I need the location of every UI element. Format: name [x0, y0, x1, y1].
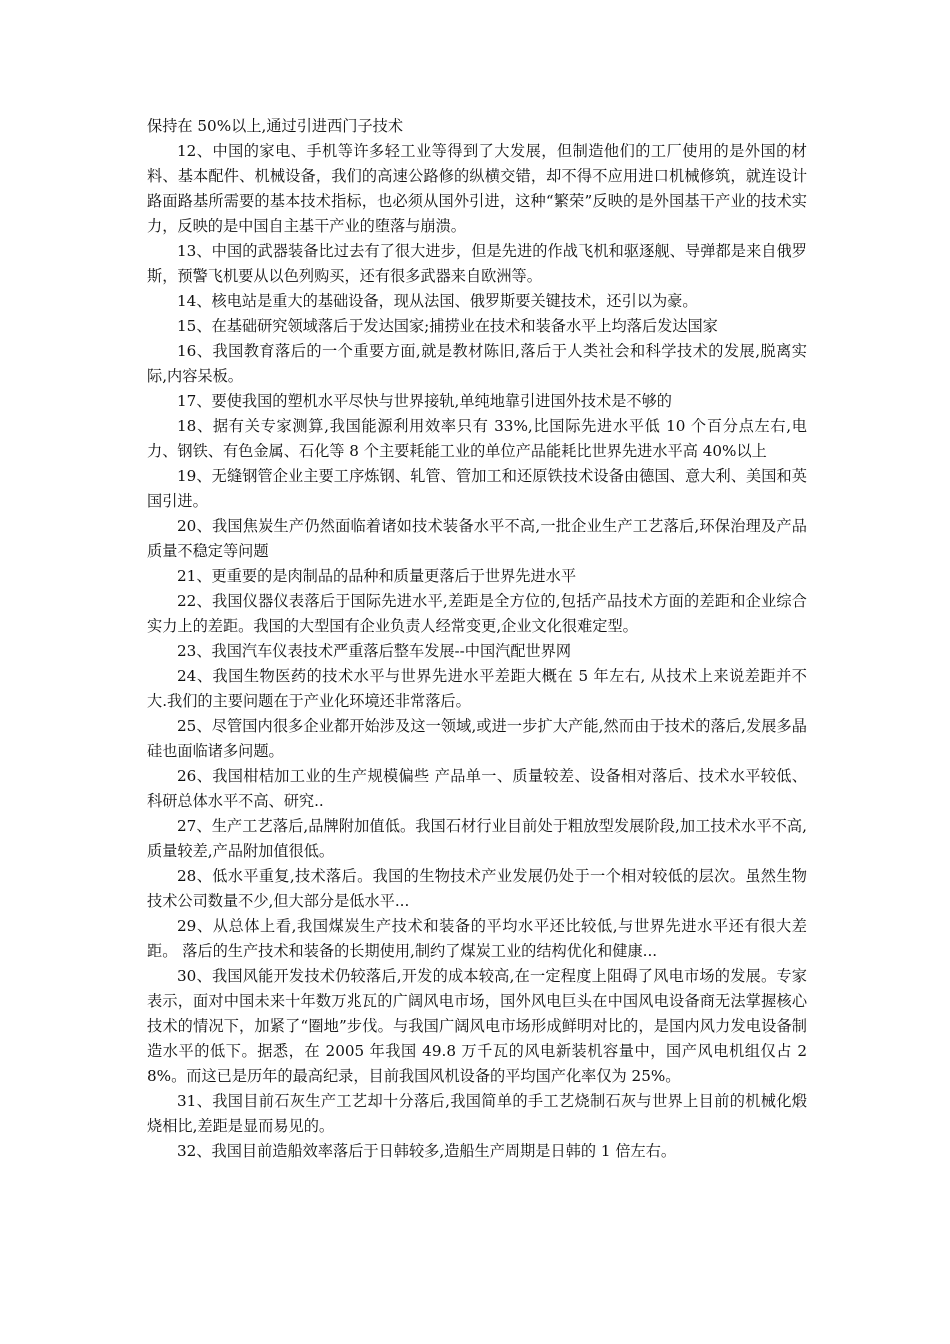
paragraph-12: 12、中国的家电、手机等许多轻工业等得到了大发展，但制造他们的工厂使用的是外国的材料、基本配件、机械设备，我们的高速公路修的纵横交错，却不得不应用进口机械修筑，就连设计路面路基所需要的基本技术指标，也必须从国外引进，这种“繁荣”反映的是外国基干产业的技术实力，反映的是中国自主基干产业的堕落与崩溃。 — [147, 142, 807, 235]
paragraph-intro: 保持在 50%以上,通过引进西门子技术 — [147, 117, 404, 135]
paragraph-30: 30、我国风能开发技术仍较落后,开发的成本较高,在一定程度上阻碍了风电市场的发展。专家表示，面对中国未来十年数万兆瓦的广阔风电市场，国外风电巨头在中国风电设备商无法掌握核心技术的情况下，加紧了“圈地”步伐。与我国广阔风电市场形成鲜明对比的，是国内风力发电设备制造水平的低下。据悉，在 2005 年我国 49.8 万千瓦的风电新装机容量中，国产风电机组仅占 28%。而这已是历年的最高纪录，目前我国风机设备的平均国产化率仅为 25%。 — [147, 967, 807, 1085]
paragraph-13: 13、中国的武器装备比过去有了很大进步，但是先进的作战飞机和驱逐舰、导弹都是来自俄罗斯，预警飞机要从以色列购买，还有很多武器来自欧洲等。 — [147, 242, 807, 285]
paragraph-22: 22、我国仪器仪表落后于国际先进水平,差距是全方位的,包括产品技术方面的差距和企业综合实力上的差距。我国的大型国有企业负责人经常变更,企业文化很难定型。 — [147, 592, 807, 635]
paragraph-24: 24、我国生物医药的技术水平与世界先进水平差距大概在 5 年左右, 从技术上来说差距并不大.我们的主要问题在于产业化环境还非常落后。 — [147, 667, 807, 710]
paragraph-27: 27、生产工艺落后,品牌附加值低。我国石材行业目前处于粗放型发展阶段,加工技术水平不高,质量较差,产品附加值很低。 — [147, 817, 807, 860]
paragraph-23: 23、我国汽车仪表技术严重落后整车发展--中国汽配世界网 — [177, 642, 572, 660]
paragraph-17: 17、要使我国的塑机水平尽快与世界接轨,单纯地靠引进国外技术是不够的 — [177, 392, 672, 410]
paragraph-14: 14、核电站是重大的基础设备，现从法国、俄罗斯要关键技术，还引以为豪。 — [177, 292, 698, 310]
paragraph-18: 18、据有关专家测算,我国能源利用效率只有 33%,比国际先进水平低 10 个百分点左右,电力、钢铁、有色金属、石化等 8 个主要耗能工业的单位产品能耗比世界先进水平高 40%以上 — [147, 417, 807, 460]
document-body — [147, 114, 807, 1164]
paragraph-32: 32、我国目前造船效率落后于日韩较多,造船生产周期是日韩的 1 倍左右。 — [177, 1142, 677, 1160]
paragraph-31: 31、我国目前石灰生产工艺却十分落后,我国简单的手工艺烧制石灰与世界上目前的机械化煅烧相比,差距是显而易见的。 — [147, 1092, 807, 1135]
paragraph-15: 15、在基础研究领域落后于发达国家;捕捞业在技术和装备水平上均落后发达国家 — [177, 317, 718, 335]
paragraph-29: 29、从总体上看,我国煤炭生产技术和装备的平均水平还比较低,与世界先进水平还有很大差距。 落后的生产技术和装备的长期使用,制约了煤炭工业的结构优化和健康... — [147, 917, 807, 960]
paragraph-16: 16、我国教育落后的一个重要方面,就是教材陈旧,落后于人类社会和科学技术的发展,脱离实际,内容呆板。 — [147, 342, 807, 385]
paragraph-21: 21、更重要的是肉制品的品种和质量更落后于世界先进水平 — [177, 567, 577, 585]
paragraph-19: 19、无缝钢管企业主要工序炼钢、轧管、管加工和还原铁技术设备由德国、意大利、美国和英国引进。 — [147, 467, 807, 510]
paragraph-25: 25、尽管国内很多企业都开始涉及这一领域,或进一步扩大产能,然而由于技术的落后,发展多晶硅也面临诸多问题。 — [147, 717, 807, 760]
paragraph-26: 26、我国柑桔加工业的生产规模偏些 产品单一、质量较差、设备相对落后、技术水平较低、科研总体水平不高、研究.. — [147, 767, 807, 810]
paragraph-28: 28、低水平重复,技术落后。我国的生物技术产业发展仍处于一个相对较低的层次。虽然生物技术公司数量不少,但大部分是低水平... — [147, 867, 807, 910]
paragraph-20: 20、我国焦炭生产仍然面临着诸如技术装备水平不高,一批企业生产工艺落后,环保治理及产品质量不稳定等问题 — [147, 517, 807, 560]
